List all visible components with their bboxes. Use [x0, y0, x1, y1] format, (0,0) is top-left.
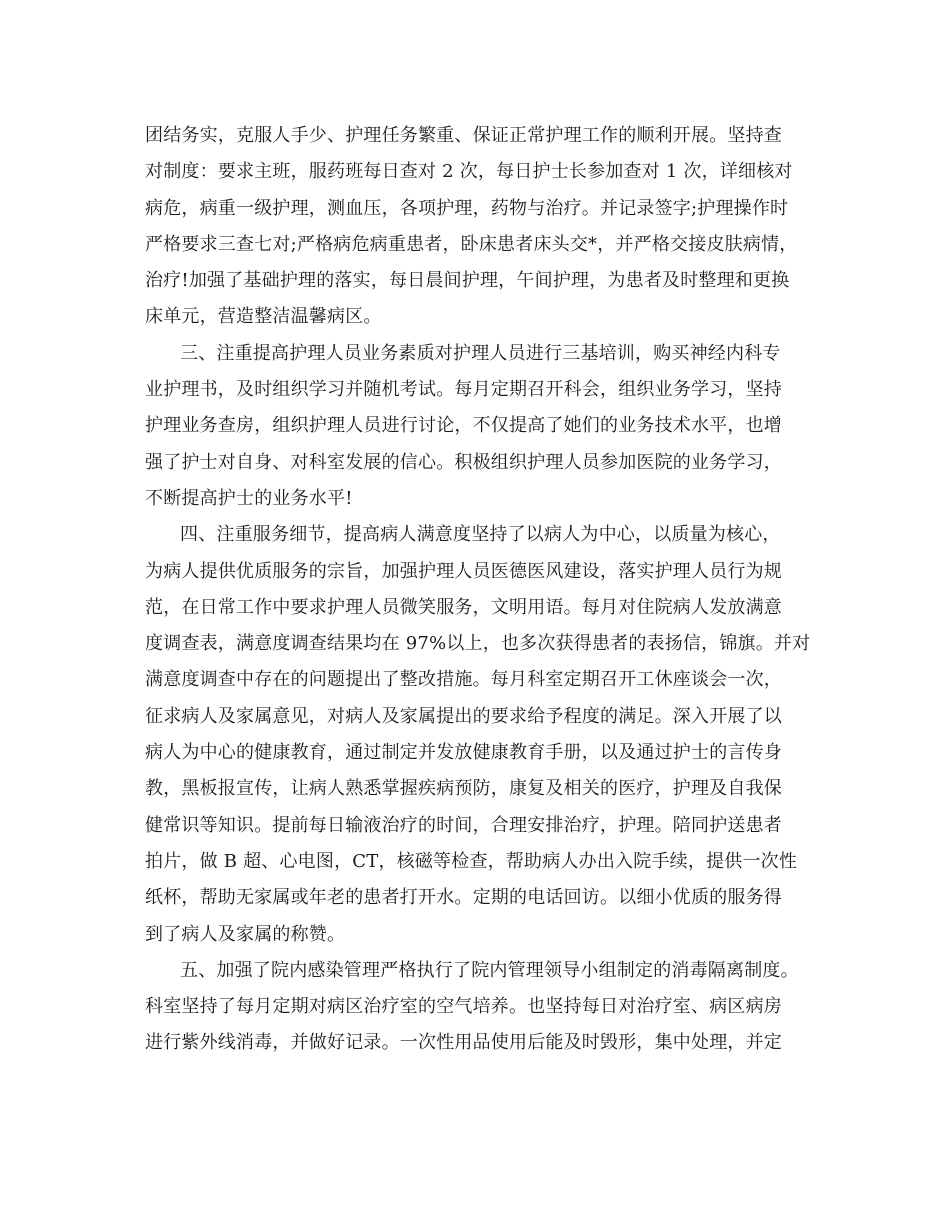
text-line: 到了病人及家属的称赞。	[145, 923, 346, 945]
paragraph-verification-system	[145, 118, 825, 336]
text-line: 拍片，做 B 超、心电图，CT，核磁等检查，帮助病人办出入院手续，提供一次性	[145, 850, 798, 872]
text-line: 征求病人及家属意见，对病人及家属提出的要求给予程度的满足。深入开展了以	[145, 705, 782, 727]
text-line: 纸杯，帮助无家属或年老的患者打开水。定期的电话回访。以细小优质的服务得	[145, 887, 782, 909]
text-line: 满意度调查中存在的问题提出了整改措施。每月科室定期召开工休座谈会一次，	[145, 669, 782, 691]
text-line: 四、注重服务细节，提高病人满意度坚持了以病人为中心，以质量为核心，	[180, 524, 781, 546]
text-line: 度调查表，满意度调查结果均在 97%以上，也多次获得患者的表扬信，锦旗。并对	[145, 633, 811, 655]
text-line: 不断提高护士的业务水平!	[145, 487, 353, 509]
document-body	[145, 118, 825, 1062]
text-line: 对制度：要求主班，服药班每日查对 2 次，每日护士长参加查对 1 次，详细核对	[145, 161, 793, 183]
text-line: 进行紫外线消毒，并做好记录。一次性用品使用后能及时毁形，集中处理，并定	[145, 1032, 782, 1054]
paragraph-staff-training	[145, 336, 825, 517]
text-line: 护理业务查房，组织护理人员进行讨论，不仅提高了她们的业务技术水平，也增	[145, 415, 782, 437]
paragraph-infection-control	[145, 953, 825, 1062]
text-line: 治疗!加强了基础护理的落实，每日晨间护理，午间护理，为患者及时整理和更换	[145, 270, 790, 292]
text-line: 病人为中心的健康教育，通过制定并发放健康教育手册，以及通过护士的言传身	[145, 742, 782, 764]
text-line: 三、注重提高护理人员业务素质对护理人员进行三基培训，购买神经内科专	[180, 342, 781, 364]
text-line: 严格要求三查七对;严格病危病重患者，卧床患者床头交*，并严格交接皮肤病情，	[145, 233, 798, 255]
text-line: 科室坚持了每月定期对病区治疗室的空气培养。也坚持每日对治疗室、病区病房	[145, 996, 782, 1018]
text-line: 业护理书，及时组织学习并随机考试。每月定期召开科会，组织业务学习，坚持	[145, 379, 782, 401]
text-line: 团结务实，克服人手少、护理任务繁重、保证正常护理工作的顺利开展。坚持查	[145, 125, 782, 146]
text-line: 病危，病重一级护理，测血压，各项护理，药物与治疗。并记录签字;护理操作时	[145, 197, 789, 219]
text-line: 强了护士对自身、对科室发展的信心。积极组织护理人员参加医院的业务学习，	[145, 451, 782, 473]
text-line: 健常识等知识。提前每日输液治疗的时间，合理安排治疗，护理。陪同护送患者	[145, 814, 782, 836]
text-line: 五、加强了院内感染管理严格执行了院内管理领导小组制定的消毒隔离制度。	[180, 959, 799, 981]
text-line: 教，黑板报宣传，让病人熟悉掌握疾病预防，康复及相关的医疗，护理及自我保	[145, 778, 782, 800]
text-line: 床单元，营造整洁温馨病区。	[145, 306, 382, 328]
paragraph-service-details	[145, 517, 825, 953]
text-line: 范，在日常工作中要求护理人员微笑服务，文明用语。每月对住院病人发放满意	[145, 596, 782, 618]
text-line: 为病人提供优质服务的宗旨，加强护理人员医德医风建设，落实护理人员行为规	[145, 560, 782, 582]
